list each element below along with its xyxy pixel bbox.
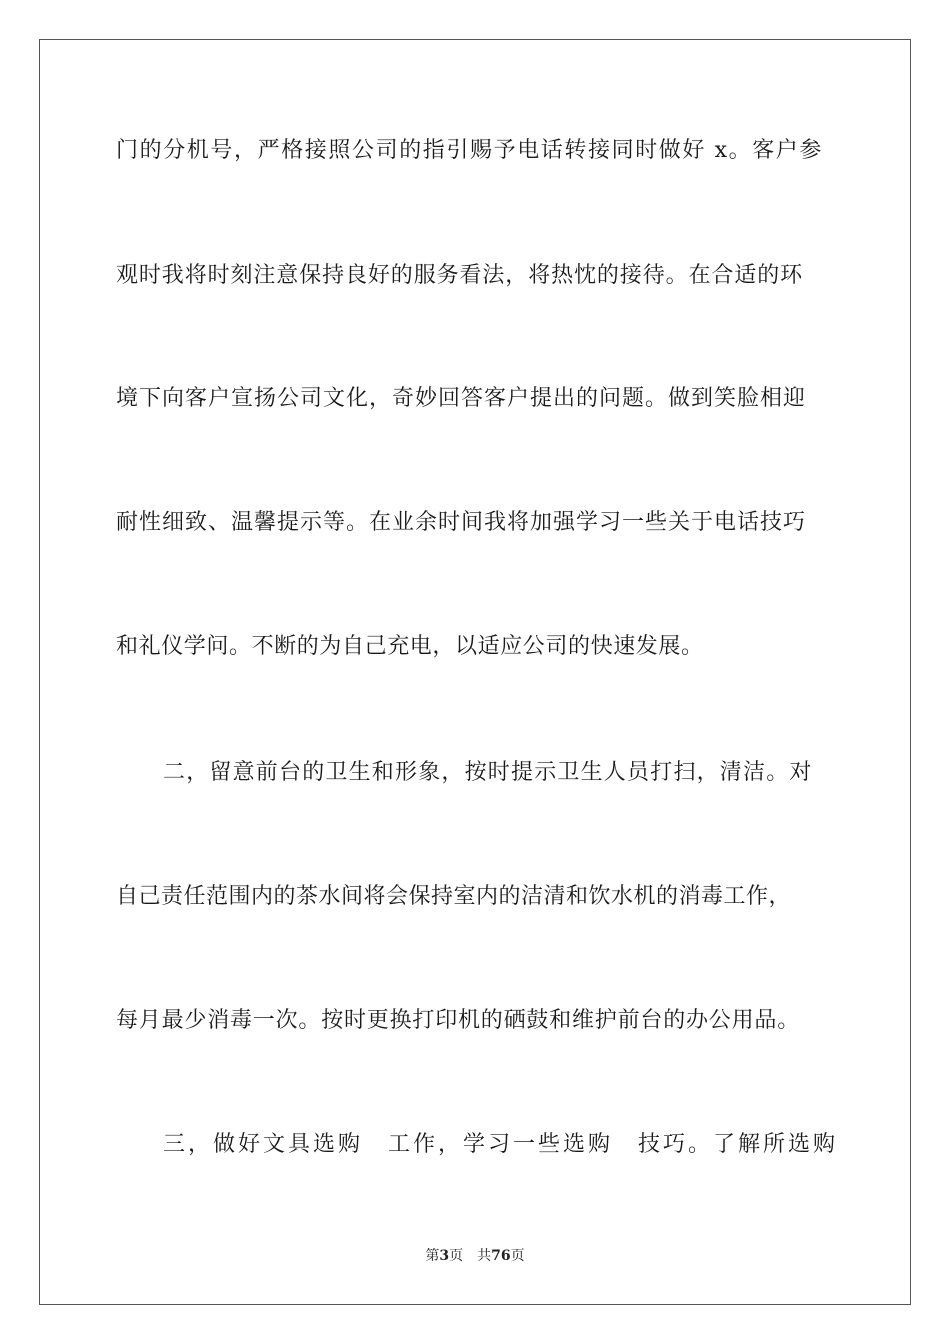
page-footer — [0, 1247, 950, 1265]
body-text-line: 和礼仪学问。不断的为自己充电，以适应公司的快速发展。 — [116, 634, 704, 659]
total-prefix: 共 — [477, 1248, 492, 1264]
page-border — [39, 39, 911, 1305]
total-pages: 76 — [491, 1248, 511, 1264]
body-text-line: 每月最少消毒一次。按时更换打印机的硒鼓和维护前台的办公用品。 — [116, 1008, 801, 1033]
body-text-line: 门的分机号，严格接照公司的指引赐予电话转接同时做好 x。客户参 — [116, 138, 824, 163]
page-number: 3 — [439, 1248, 450, 1264]
page-prefix: 第 — [425, 1248, 440, 1264]
body-text-line: 境下向客户宣扬公司文化，奇妙回答客户提出的问题。做到笑脸相迎 — [116, 386, 807, 411]
paragraph-start-line: 三，做好文具选购 工作，学习一些选购 技巧。了解所选购 — [163, 1132, 839, 1157]
body-text-line: 耐性细致、温馨提示等。在业余时间我将加强学习一些关于电话技巧 — [116, 510, 807, 535]
total-suffix: 页 — [510, 1248, 525, 1264]
body-text-line: 观时我将时刻注意保持良好的服务看法，将热忱的接待。在合适的环 — [116, 263, 804, 288]
page-suffix: 页 — [449, 1248, 464, 1264]
paragraph-start-line: 二，留意前台的卫生和形象，按时提示卫生人员打扫，清洁。对 — [163, 760, 813, 785]
body-text-line: 自己责任范围内的茶水间将会保持室内的洁清和饮水机的消毒工作， — [116, 884, 792, 909]
